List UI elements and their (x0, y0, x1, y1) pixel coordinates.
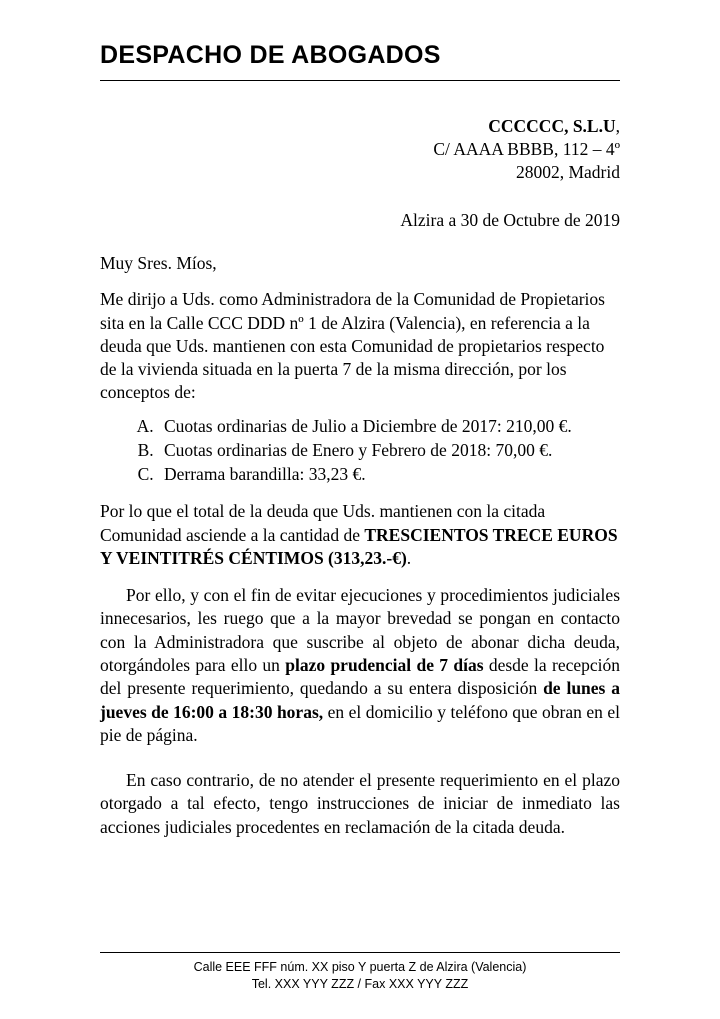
intro-paragraph: Me dirijo a Uds. como Administradora de la Comunidad de Propietarios sita en la Calle CCC DDD nº 1 de Alzira (Valencia), en referencia a la deuda que Uds. mantienen con esta Comunidad de propietarios respecto de la vivienda situada en la puerta 7 de la misma dirección, por los conceptos de: (100, 289, 605, 403)
addressee-block (100, 115, 620, 185)
footer-address: Calle EEE FFF núm. XX piso Y puerta Z de Alzira (Valencia) (193, 960, 527, 975)
addressee-street: C/ AAAA BBBB, 112 – 4º (433, 138, 620, 159)
footer-divider (100, 952, 620, 953)
paragraph-spacer (100, 747, 620, 755)
addressee-company-line (100, 115, 620, 138)
salutation: Muy Sres. Míos, (100, 253, 217, 274)
requirement-hours: de lunes a jueves de 16:00 a 18:30 horas, (100, 678, 620, 722)
warning-paragraph: En caso contrario, de no atender el presente requerimiento en el plazo otorgado a tal efecto, tengo instrucciones de iniciar de inmediato las acciones judiciales procedentes en reclamación de la citada deuda. (100, 770, 620, 837)
date-line: Alzira a 30 de Octubre de 2019 (400, 210, 620, 231)
total-end-text: . (406, 547, 412, 568)
total-paragraph (100, 500, 620, 570)
addressee-company-suffix: , (615, 115, 620, 136)
requirement-deadline: plazo prudencial de 7 días (285, 655, 484, 676)
requirement-part1: Por ello, y con el fin de evitar ejecuciones y procedimientos judiciales innecesarios, les ruego que a la mayor brevedad se pongan en contacto con la Administradora que suscribe al objeto de abonar dicha deuda, otorgándoles para ello un (100, 585, 620, 676)
list-item: A. Cuotas ordinarias de Julio a Diciembre de 2017: 210,00 €. (158, 415, 620, 438)
addressee-company: CCCCCC, S.L.U (488, 115, 616, 136)
page-footer (100, 952, 620, 993)
title-divider (100, 80, 620, 81)
page-title: DESPACHO DE ABOGADOS (100, 41, 441, 69)
total-lead-text: Por lo que el total de la deuda que Uds. mantienen con la citada Comunidad asciende a la cantidad de (100, 501, 546, 545)
list-item: B. Cuotas ordinarias de Enero y Febrero de 2018: 70,00 €. (158, 439, 620, 462)
list-item: C. Derrama barandilla: 33,23 €. (158, 463, 620, 486)
concept-list (100, 415, 620, 487)
total-amount: TRESCIENTOS TRECE EUROS Y VEINTITRÉS CÉNTIMOS (313,23.-€) (100, 524, 618, 568)
requirement-part2: desde la recepción del presente requerimiento, quedando a su entera disposición (100, 655, 620, 699)
requirement-paragraph (100, 584, 620, 747)
footer-contact: Tel. XXX YYY ZZZ / Fax XXX YYY ZZZ (251, 977, 469, 992)
addressee-city: 28002, Madrid (515, 162, 620, 183)
requirement-part3: en el domicilio y teléfono que obran en el pie de página. (100, 701, 620, 745)
